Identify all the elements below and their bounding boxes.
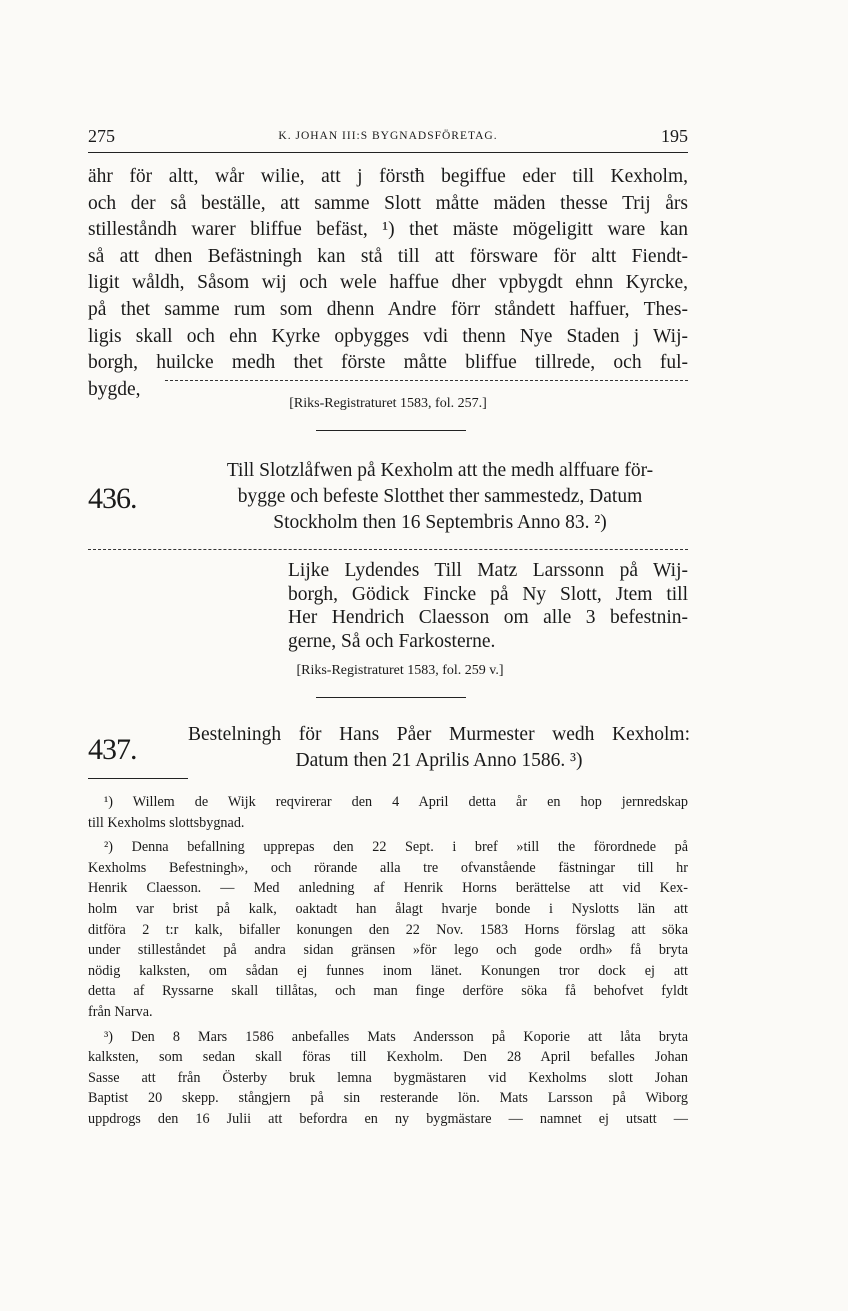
footnote-line: detta af Ryssarne skall tillåtas, och man finge derföre söka få behofvet fyldt	[88, 983, 688, 1000]
title-line: Datum then 21 Aprilis Anno 1586. ³)	[295, 750, 583, 771]
title-line: Bestelningh för Hans Påer Murmester wedh Kexholm:	[188, 724, 690, 745]
footnote-line: ditföra 2 t:r kalk, bifaller konungen den 22 Nov. 1583 Horns förslag att söka	[88, 921, 688, 938]
footnote-line: Baptist 20 skepp. stångjern på sin resterande lön. Mats Larsson på Wiborg	[88, 1090, 688, 1107]
footnote-line: ²) Denna befallning upprepas den 22 Sept. i bref »till the förordnede på	[104, 839, 688, 856]
footnote-line: Henrik Claesson. — Med anledning af Henrik Horns berättelse att vid Kex-	[88, 880, 688, 897]
footnote-line: från Narva.	[88, 1003, 153, 1020]
summary-line: borgh, Gödick Fincke på Ny Slott, Jtem till	[288, 583, 688, 605]
text-line: ligis skall och ehn Kyrke opbygges vdi thenn Nye Staden j Wij-	[88, 325, 688, 347]
source-reference-2: [Riks-Registraturet 1583, fol. 259 v.]	[296, 663, 504, 678]
footnote-line: Sasse att från Österby bruk lemna bygmästaren vid Kexholms slott Johan	[88, 1069, 688, 1086]
text-line: borgh, huilcke medh thet förste måtte bliffue tillrede, och ful-	[88, 352, 688, 374]
text-line: ähr för altt, wår wilie, att j förstħ begiffue eder till Kexholm,	[88, 166, 688, 187]
footnote-divider	[88, 778, 188, 779]
footnote-line: kalksten, som sedan skall föras till Kexholm. Den 28 April befalles Johan	[88, 1049, 688, 1066]
dash-leader	[165, 380, 688, 381]
footnote-line: uppdrogs den 16 Julii att befordra en ny bygmästare — namnet ej utsatt —	[88, 1110, 688, 1127]
footnotes	[88, 792, 688, 1134]
title-line: Stockholm then 16 Septembris Anno 83. ²)	[273, 512, 607, 533]
footnote-line: holm var brist på kalk, oaktadt han ålagt hvarje bonde i Nyslotts län att	[88, 900, 688, 917]
text-line: och der så beställe, att samme Slott måtte mäden thesse Trij års	[88, 192, 688, 214]
entry-title-437	[188, 722, 690, 774]
summary-line: gerne, Så och Farkosterne.	[288, 630, 496, 652]
text-line: ligit wåldh, Såsom wij och wele haffue dher vpbygdt ehnn Kyrcke,	[88, 272, 688, 294]
summary-line: Lijke Lydendes Till Matz Larssonn på Wij-	[288, 560, 688, 581]
entry-number-437: 437.	[88, 733, 137, 766]
top-text-block	[88, 164, 688, 403]
page-header	[88, 126, 688, 153]
text-last-word: bygde,	[88, 378, 141, 400]
footnote-line: Kexholms Befestningh», och rörande alla tre ofvanstående fästningar till hr	[88, 859, 688, 876]
footnote-line: nödig kalksten, om sådan ej funnes inom länet. Konungen tror dock ej att	[88, 962, 688, 979]
footnote-3	[88, 1027, 688, 1130]
footnote-line: under stilleståndet på andra sidan gränsen »för lego och gode ordh» få bryta	[88, 942, 688, 959]
page-number-right: 195	[661, 126, 688, 146]
footnote-1	[88, 792, 688, 833]
text-line: så att dhen Befästningh kan stå till att försware för altt Fiendt-	[88, 245, 688, 267]
entry-summary-436	[288, 559, 688, 653]
section-divider	[316, 697, 466, 698]
footnote-line: ¹) Willem de Wijk reqvirerar den 4 April detta år en hop jernredskap	[104, 794, 688, 810]
footnote-2	[88, 837, 688, 1022]
entry-title-436	[190, 458, 690, 536]
section-divider	[316, 430, 466, 431]
footnote-line: ³) Den 8 Mars 1586 anbefalles Mats Andersson på Koporie att låta bryta	[104, 1028, 688, 1045]
page-number-left: 275	[88, 126, 115, 146]
entry-number-436: 436.	[88, 482, 137, 515]
text-line: på thet samme rum som dhenn Andre förr ståndett haffuer, Thes-	[88, 298, 688, 320]
title-line: bygge och befeste Slotthet ther sammestedz, Datum	[237, 486, 643, 507]
footnote-line: till Kexholms slottsbygnad.	[88, 814, 245, 831]
source-reference-1: [Riks-Registraturet 1583, fol. 257.]	[289, 396, 487, 411]
text-line: stilleståndh warer bliffue befäst, ¹) thet mäste mögeligitt ware kan	[88, 219, 688, 241]
summary-line: Her Hendrich Claesson om alle 3 befestnin-	[288, 607, 688, 629]
running-title: K. JOHAN III:S BYGNADSFÖRETAG.	[278, 130, 498, 142]
dash-separator	[88, 549, 688, 550]
title-line: Till Slotzlåfwen på Kexholm att the medh alffuare för-	[226, 460, 654, 481]
